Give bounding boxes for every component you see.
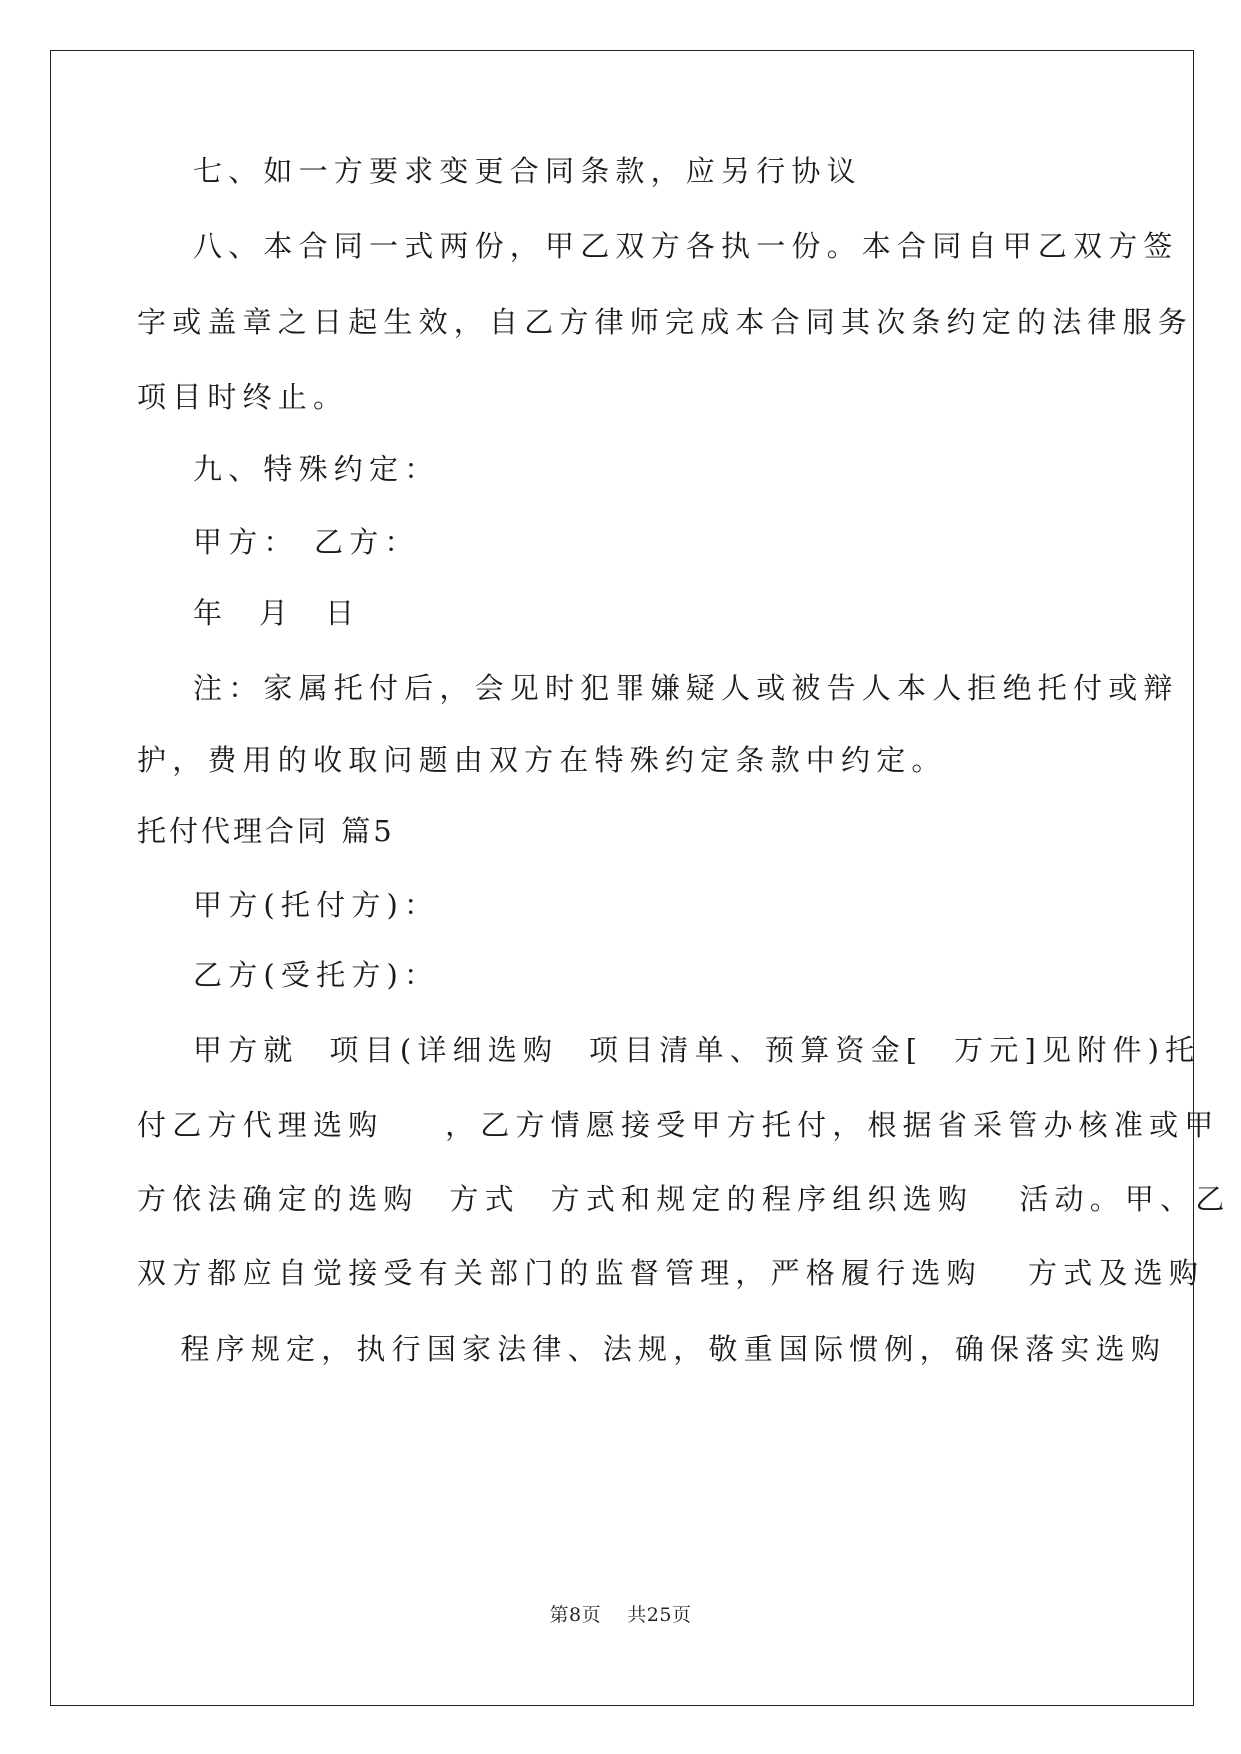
paragraph-line: 甲方： 乙方： — [193, 525, 420, 559]
paragraph-line: 七、如一方要求变更合同条款，应另行协议 — [193, 154, 862, 188]
paragraph-line: 甲方(托付方)： — [193, 888, 440, 922]
paragraph-line: 八、本合同一式两份，甲乙双方各执一份。本合同自甲乙双方签 — [193, 229, 1179, 263]
page-border — [50, 50, 1194, 1706]
paragraph-line: 双方都应自觉接受有关部门的监督管理，严格履行选购 方式及选购 — [137, 1256, 1205, 1290]
paragraph-line: 字或盖章之日起生效，自乙方律师完成本合同其次条约定的法律服务 — [137, 305, 1194, 339]
paragraph-line: 乙方(受托方)： — [193, 958, 440, 992]
paragraph-line: 护，费用的收取问题由双方在特殊约定条款中约定。 — [137, 743, 947, 777]
page-number: 第8页 共25页 — [549, 1604, 692, 1626]
paragraph-line: 付乙方代理选购 ，乙方情愿接受甲方托付，根据省采管办核准或甲 — [137, 1108, 1220, 1142]
section-heading: 托付代理合同 篇5 — [137, 814, 395, 848]
paragraph-line: 注：家属托付后，会见时犯罪嫌疑人或被告人本人拒绝托付或辩 — [193, 671, 1179, 705]
paragraph-line: 九、特殊约定： — [193, 452, 440, 486]
paragraph-line: 年 月 日 — [193, 596, 361, 630]
paragraph-line: 程序规定，执行国家法律、法规，敬重国际惯例，确保落实选购 — [165, 1332, 1167, 1366]
paragraph-line: 项目时终止。 — [137, 380, 349, 414]
paragraph-line: 甲方就 项目(详细选购 项目清单、预算资金[ 万元]见附件)托 — [193, 1033, 1201, 1067]
page-footer — [0, 1603, 1241, 1627]
paragraph-line: 方依法确定的选购 方式 方式和规定的程序组织选购 活动。甲、乙 — [137, 1182, 1231, 1216]
